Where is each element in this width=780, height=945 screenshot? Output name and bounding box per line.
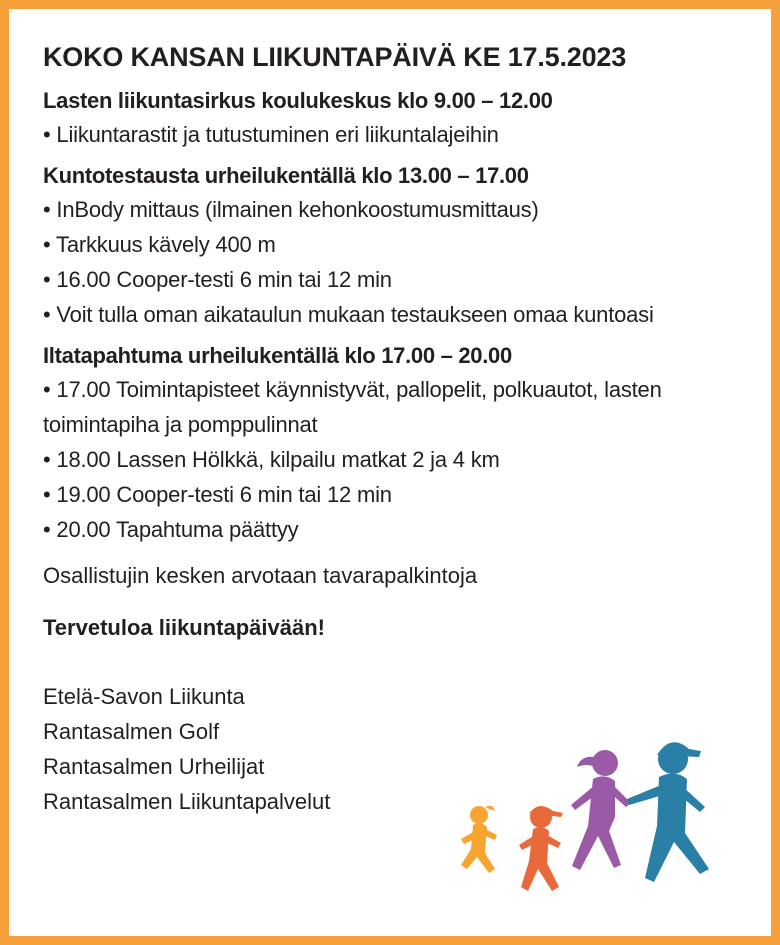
runner-child-icon [519, 806, 563, 891]
runner-small-child-icon [461, 806, 497, 873]
section-kids-circus [43, 85, 763, 152]
list-item: • 18.00 Lassen Hölkkä, kilpailu matkat 2 ja 4 km [43, 447, 500, 472]
list-item: • 19.00 Cooper-testi 6 min tai 12 min [43, 482, 392, 507]
poster-title: KOKO KANSAN LIIKUNTAPÄIVÄ KE 17.5.2023 [43, 42, 627, 72]
organizer: Rantasalmen Golf [43, 719, 220, 744]
list-item: • Tarkkuus kävely 400 m [43, 232, 276, 257]
list-item: • 20.00 Tapahtuma päättyy [43, 517, 299, 542]
runner-man-icon [627, 742, 709, 882]
list-item: • InBody mittaus (ilmainen kehonkoostumusmittaus) [43, 197, 539, 222]
section-heading: Kuntotestausta urheilukentällä klo 13.00 – 17.00 [43, 163, 529, 188]
section-heading: Lasten liikuntasirkus koulukeskus klo 9.00 – 12.00 [43, 88, 553, 113]
section-fitness-testing [43, 160, 763, 332]
prize-draw-note: Osallistujin kesken arvotaan tavarapalkintoja [43, 563, 478, 588]
list-item: • 17.00 Toimintapisteet käynnistyvät, pallopelit, polkuautot, lasten toimintapiha ja pomppulinnat [43, 377, 662, 437]
organizer: Rantasalmen Urheilijat [43, 754, 265, 779]
list-item: • Voit tulla oman aikataulun mukaan testaukseen omaa kuntoasi [43, 302, 654, 327]
list-item: • 16.00 Cooper-testi 6 min tai 12 min [43, 267, 392, 292]
section-heading: Iltatapahtuma urheilukentällä klo 17.00 – 20.00 [43, 343, 512, 368]
runner-woman-icon [571, 750, 631, 870]
organizer: Rantasalmen Liikuntapalvelut [43, 789, 331, 814]
poster-content [43, 39, 763, 819]
organizer: Etelä-Savon Liikunta [43, 684, 245, 709]
welcome-text: Tervetuloa liikuntapäivään! [43, 615, 326, 640]
list-item: • Liikuntarastit ja tutustuminen eri liikuntalajeihin [43, 122, 499, 147]
running-family-illustration [449, 731, 749, 911]
section-evening-event [43, 340, 763, 547]
